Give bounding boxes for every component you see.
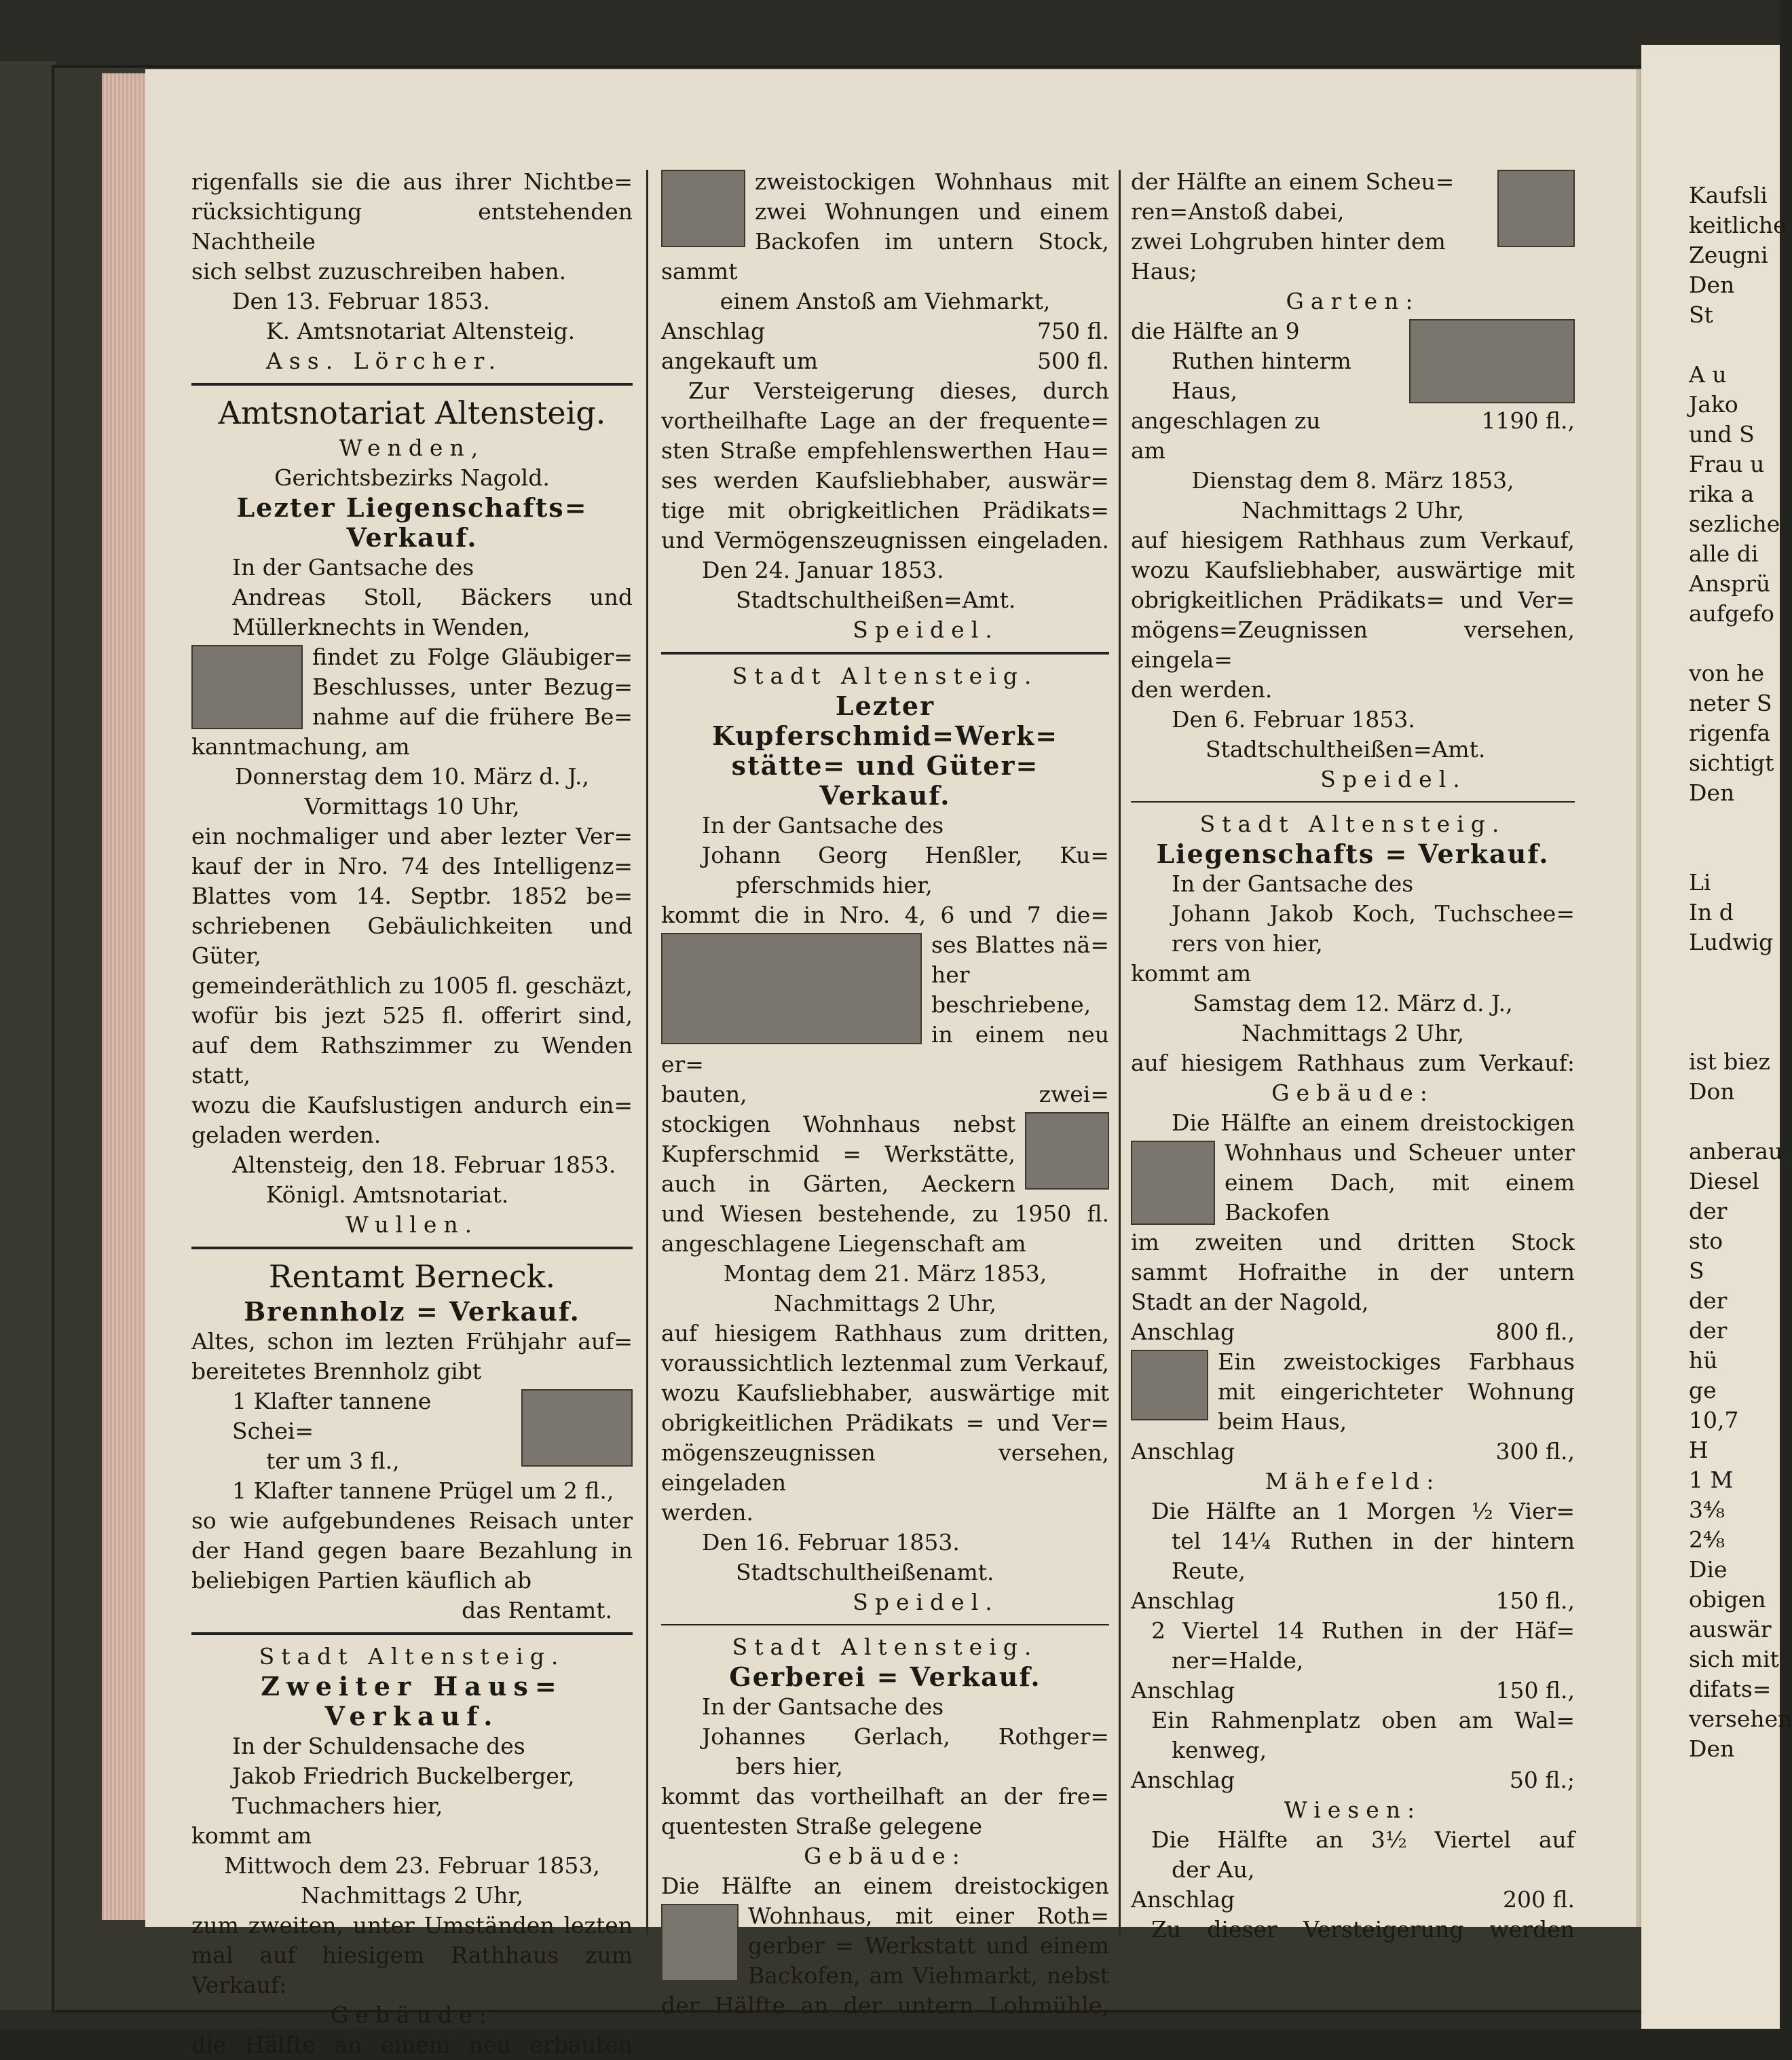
text-line: rers von hier,: [1172, 930, 1323, 957]
text-line: sich selbst zuzuschreiben haben.: [191, 258, 567, 284]
text-line: mal auf hiesigem Rathhaus zum Verkauf:: [191, 1942, 633, 1998]
text-line: ses Blattes nä=: [931, 932, 1109, 958]
text-line: werden.: [661, 1499, 753, 1526]
text-line: stockigen Wohnhaus nebst: [661, 1111, 1015, 1137]
text-line: 2 Viertel 14 Ruthen in der Häf=: [1151, 1617, 1575, 1644]
item-line: 1 Klafter tannene Prügel um 2 fl.,: [232, 1477, 614, 1504]
text-line: auch in Gärten, Aeckern: [661, 1171, 1015, 1197]
text-line: Stadt an der Nagold,: [1131, 1289, 1369, 1315]
facing-page-line: sto: [1689, 1228, 1723, 1254]
garden-woodcut-image: [1409, 319, 1575, 403]
notice-signature: Speidel.: [853, 617, 999, 643]
facing-page-line: sezliche: [1689, 511, 1780, 537]
text-line: beliebigen Partien käuflich ab: [191, 1567, 532, 1594]
price-row: [1131, 1437, 1575, 1467]
price-label: Anschlag: [1131, 1767, 1235, 1793]
text-line: kanntmachung, am: [191, 733, 410, 760]
text-line: In der Schuldensache des: [232, 1733, 525, 1759]
text-line: kommt das vortheilhaft an der fre=: [661, 1783, 1109, 1809]
text-line: Die Hälfte an einem dreistockigen: [661, 1873, 1109, 1899]
text-line: In der Gantsache des: [702, 1693, 944, 1720]
section-heading: Mähefeld:: [1265, 1468, 1441, 1494]
facing-page-line: Li: [1689, 869, 1711, 896]
text-line: voraussichtlich leztenmal zum Verkauf,: [661, 1350, 1109, 1376]
notice-divider: [661, 652, 1109, 655]
text-line: Ruthen hinterm: [1172, 348, 1351, 374]
text-line: die Hälfte an einem neu erbauten: [191, 2031, 633, 2058]
price-value: 150 fl.,: [1495, 1587, 1575, 1614]
section-heading: Gebäude:: [804, 1843, 967, 1869]
text-line: Wohnhaus, mit einer Roth=: [748, 1902, 1109, 1929]
text-line: Backofen, am Viehmarkt, nebst: [748, 1962, 1109, 1989]
facing-page-line: 10,7: [1689, 1407, 1739, 1433]
facing-page-line: Ludwig: [1689, 929, 1774, 955]
facing-page-line: alle di: [1689, 540, 1759, 567]
text-line: bers hier,: [736, 1753, 843, 1780]
facing-page-line: Jako: [1689, 391, 1738, 418]
text-line: angeschlagene Liegenschaft am: [661, 1230, 1026, 1257]
price-value: 750 fl.: [1037, 318, 1109, 344]
text-line: der Hälfte an einem Scheu=: [1131, 168, 1455, 195]
auction-time: Nachmittags 2 Uhr,: [1241, 497, 1465, 523]
house-woodcut-image: [661, 170, 745, 247]
text-line: nahme auf die frühere Be=: [312, 703, 633, 730]
text-line: zweistockigen Wohnhaus mit: [755, 168, 1109, 195]
notice-divider: [191, 1247, 633, 1249]
notice-signature: Speidel.: [853, 1589, 999, 1615]
notice-title: Brennholz = Verkauf.: [244, 1296, 580, 1327]
text-line: Andreas Stoll, Bäckers und: [232, 584, 633, 610]
notice-date: Den 16. Februar 1853.: [702, 1529, 960, 1556]
auction-date: Samstag dem 12. März d. J.,: [1193, 990, 1513, 1016]
notice-heading: Stadt Altensteig.: [1199, 811, 1506, 837]
text-line: kommt am: [191, 1822, 312, 1849]
text-line: ner=Halde,: [1172, 1647, 1304, 1674]
auction-date: Donnerstag dem 10. März d. J.,: [235, 763, 589, 790]
text-line: sammt Hofraithe in der untern: [1131, 1259, 1575, 1285]
text-line: auf hiesigem Rathhaus zum Verkauf,: [1131, 527, 1575, 553]
facing-page-line: Kaufsli: [1689, 182, 1768, 208]
price-value: 300 fl.,: [1495, 1438, 1575, 1465]
text-line: sten Straße empfehlenswerthen Hau=: [661, 437, 1109, 464]
section-heading: Wiesen:: [1284, 1797, 1422, 1823]
price-row: [661, 346, 1109, 376]
text-line: Die Hälfte an 3½ Viertel auf: [1151, 1826, 1575, 1853]
text-line: ses werden Kaufsliebhaber, auswär=: [661, 467, 1109, 494]
notice-divider: [661, 1624, 1109, 1625]
column-2: [661, 167, 1109, 2021]
notice-divider: [1131, 801, 1575, 803]
text-line: quentesten Straße gelegene: [661, 1813, 982, 1839]
text-line: kenweg,: [1172, 1737, 1267, 1763]
price-row: [1131, 1765, 1575, 1795]
notice-signature: Stadtschultheißenamt.: [736, 1559, 994, 1585]
price-label: Anschlag: [1131, 1319, 1235, 1345]
text-line: beim Haus,: [1218, 1408, 1347, 1435]
text-line: der Au,: [1172, 1856, 1255, 1883]
text-line: auf dem Rathszimmer zu Wenden statt,: [191, 1032, 633, 1088]
notice-date: Altensteig, den 18. Februar 1853.: [232, 1152, 616, 1178]
facing-page-line: hü: [1689, 1347, 1718, 1374]
text-line: ren=Anstoß dabei,: [1131, 198, 1345, 225]
text-line: Johann Georg Henßler, Ku=: [702, 842, 1109, 868]
facing-page-line: A u: [1689, 361, 1727, 388]
text-line: ein nochmaliger und aber lezter Ver=: [191, 823, 633, 849]
text-line: mit eingerichteter Wohnung: [1218, 1378, 1575, 1405]
house-woodcut-image: [661, 1904, 739, 1981]
notice-signature: Ass. Lörcher.: [266, 348, 503, 374]
text-line: obrigkeitlichen Prädikats = und Ver=: [661, 1410, 1109, 1436]
price-value: 800 fl.,: [1495, 1319, 1575, 1345]
facing-page-line: von he: [1689, 660, 1765, 686]
notice-heading: Rentamt Berneck.: [268, 1258, 556, 1295]
text-line: einem Dach, mit einem Backofen: [1225, 1169, 1575, 1226]
notice-title: Liegenschafts = Verkauf.: [1156, 839, 1550, 869]
text-line: wozu Kaufsliebhaber, auswärtige mit: [661, 1380, 1109, 1406]
price-label: Anschlag: [1131, 1587, 1235, 1614]
notice-signature: Wullen.: [345, 1211, 479, 1238]
text-line: Ein zweistockiges Farbhaus: [1218, 1348, 1575, 1375]
dyehouse-woodcut-image: [1131, 1350, 1208, 1420]
price-value: 50 fl.;: [1509, 1767, 1575, 1793]
text-line: der Hälfte an der untern Lohmühle,: [661, 1992, 1109, 2019]
facing-page-line: [1689, 957, 1780, 987]
facing-page-line: rika a: [1689, 481, 1755, 507]
text-line: Beschlusses, unter Bezug=: [312, 674, 633, 700]
text-line: wofür bis jezt 525 fl. offerirt sind,: [191, 1002, 633, 1029]
text-line: kauf der in Nro. 74 des Intelligenz=: [191, 853, 633, 879]
facing-page-line: keitliche: [1689, 212, 1787, 238]
price-row: [1131, 1317, 1575, 1347]
text-line: Backofen im untern Stock, sammt: [661, 228, 1109, 284]
text-line: Reute,: [1172, 1558, 1246, 1584]
notice-signature: Speidel.: [1320, 766, 1467, 792]
text-line: zwei Wohnungen und einem: [755, 198, 1109, 225]
text-line: wozu die Kaufslustigen andurch ein=: [191, 1092, 633, 1118]
text-line: den werden.: [1131, 676, 1273, 703]
notice-title: Verkauf.: [819, 780, 951, 811]
notice-signature: Königl. Amtsnotariat.: [266, 1181, 509, 1208]
kettle-woodcut-image: [1025, 1112, 1109, 1190]
price-value: 500 fl.: [1037, 348, 1109, 374]
text-line: Ein Rahmenplatz oben am Wal=: [1151, 1707, 1575, 1733]
text-line: Die Hälfte an einem dreistockigen: [1172, 1109, 1575, 1136]
barn-woodcut-image: [1497, 170, 1575, 247]
text-line: zwei Lohgruben hinter dem: [1131, 228, 1446, 255]
text-line: findet zu Folge Gläubiger=: [312, 644, 633, 670]
facing-page-line: [1689, 629, 1780, 659]
facing-page-line: S: [1689, 1257, 1704, 1284]
facing-page-line: versehen: [1689, 1706, 1792, 1732]
price-row: [661, 316, 1109, 346]
facing-page-line: Frau u: [1689, 451, 1765, 477]
notice-heading: Stadt Altensteig.: [732, 1634, 1039, 1660]
notice-divider: [191, 383, 633, 386]
column-rule: [646, 170, 648, 1935]
text-line: Jakob Friedrich Buckelberger,: [232, 1763, 575, 1789]
text-line: rigenfalls sie die aus ihrer Nichtbe=: [191, 168, 633, 195]
text-line: In der Gantsache des: [1172, 870, 1414, 897]
text-line: so wie aufgebundenes Reisach unter: [191, 1507, 633, 1534]
notice-heading: Amtsnotariat Altensteig.: [218, 394, 606, 431]
workshop-woodcut-image: [661, 933, 922, 1044]
price-label: angeschlagen zu: [1131, 407, 1321, 434]
text-line: Müllerknechts in Wenden,: [232, 614, 531, 640]
text-line: auf hiesigem Rathhaus zum Verkauf:: [1131, 1050, 1575, 1076]
facing-page-line: Die: [1689, 1556, 1728, 1583]
text-line: Johannes Gerlach, Rothger=: [702, 1723, 1109, 1750]
notice-signature: Stadtschultheißen=Amt.: [736, 587, 1016, 613]
facing-page-line: [1689, 838, 1780, 868]
price-row: [1131, 1885, 1575, 1915]
text-line: zum zweiten, unter Umständen lezten: [191, 1912, 633, 1938]
notice-title: Lezter Liegenschafts=: [236, 492, 588, 523]
facing-page-line: anberau: [1689, 1138, 1783, 1164]
facing-page-line: H: [1689, 1437, 1709, 1463]
facing-page-line: obigen: [1689, 1586, 1766, 1613]
text-line: geladen werden.: [191, 1122, 381, 1148]
text-line: In der Gantsache des: [702, 812, 944, 839]
text-line: vortheilhafte Lage an der frequente=: [661, 407, 1109, 434]
auction-date: Mittwoch dem 23. Februar 1853,: [224, 1852, 600, 1879]
notice-title: Lezter Kupferschmid=Werk=: [711, 691, 1059, 751]
notice-title: Verkauf.: [346, 522, 478, 553]
book-spine: [0, 61, 56, 2010]
text-line: und Wiesen bestehende, zu 1950 fl.: [661, 1200, 1109, 1227]
text-line: einem Anstoß am Viehmarkt,: [720, 288, 1051, 314]
text-line: die Hälfte an 9: [1131, 318, 1300, 344]
facing-page-line: sichtigt: [1689, 750, 1774, 776]
notice-date: Den 24. Januar 1853.: [702, 557, 944, 583]
facing-page-line: sich mit: [1689, 1646, 1779, 1672]
auction-time: Nachmittags 2 Uhr,: [300, 1882, 524, 1909]
facing-page-line: [1689, 330, 1780, 360]
column-rule: [1119, 170, 1121, 1935]
facing-page-line: Den: [1689, 1735, 1735, 1762]
notice-divider: [191, 1632, 633, 1635]
text-line: In der Gantsache des: [232, 554, 474, 581]
facing-page-line: In d: [1689, 899, 1734, 925]
text-line: und Vermögenszeugnissen eingeladen.: [661, 527, 1109, 553]
text-line: bereitetes Brennholz gibt: [191, 1358, 482, 1384]
facing-page-column: [1689, 181, 1792, 1764]
facing-page-line: der: [1689, 1287, 1728, 1314]
text-line: mögens=Zeugnissen versehen, eingela=: [1131, 617, 1575, 673]
text-line: in einem neu er=: [661, 1021, 1109, 1078]
price-value: 1190 fl.,: [1481, 407, 1575, 434]
text-line: am: [1131, 437, 1165, 464]
notice-title: Zweiter Haus=: [261, 1671, 563, 1702]
facing-page-line: Don: [1689, 1078, 1735, 1105]
text-line: tige mit obrigkeitlichen Prädikats=: [661, 497, 1109, 523]
price-label: Anschlag: [1131, 1677, 1235, 1704]
facing-page-line: und S: [1689, 421, 1755, 447]
text-line: tel 14¼ Ruthen in der hintern: [1172, 1528, 1575, 1554]
facing-page-line: rigenfa: [1689, 720, 1771, 746]
price-label: Anschlag: [661, 318, 766, 344]
text-line: Haus;: [1131, 258, 1197, 284]
facing-page-line: neter S: [1689, 690, 1772, 716]
text-line: gerber = Werkstatt und einem: [748, 1932, 1109, 1959]
notice-signature: das Rentamt.: [462, 1597, 612, 1623]
section-heading: Gebäude:: [1271, 1080, 1434, 1106]
notice-title: Verkauf.: [324, 1701, 500, 1731]
text-line: gemeinderäthlich zu 1005 fl. geschäzt,: [191, 972, 633, 999]
facing-page-line: difats=: [1689, 1676, 1772, 1702]
section-heading: Gebäude:: [331, 2002, 493, 2028]
text-line: Zur Versteigerung dieses, durch: [688, 378, 1109, 404]
facing-page-line: 3⁴⁄₈: [1689, 1496, 1725, 1523]
price-row: [1131, 1586, 1575, 1616]
notice-date: Den 6. Februar 1853.: [1172, 706, 1415, 733]
facing-page-line: [1689, 1107, 1780, 1137]
text-line: Johann Jakob Koch, Tuchschee=: [1172, 900, 1575, 927]
facing-page-line: 2⁴⁄₈: [1689, 1526, 1725, 1553]
text-line: Blattes vom 14. Septbr. 1852 be=: [191, 883, 633, 909]
text-line: Die Hälfte an 1 Morgen ½ Vier=: [1151, 1498, 1575, 1524]
price-label: Anschlag: [1131, 1886, 1235, 1913]
facing-page-line: aufgefo: [1689, 600, 1774, 627]
facing-page-line: der: [1689, 1198, 1728, 1224]
text-line: der Hand gegen baare Bezahlung in: [191, 1537, 633, 1564]
price-value: 150 fl.,: [1495, 1677, 1575, 1704]
item-line: 1 Klafter tannene Schei=: [232, 1388, 432, 1444]
notice-signature: Stadtschultheißen=Amt.: [1206, 736, 1486, 762]
facing-page-line: 1 M: [1689, 1467, 1734, 1493]
price-label: angekauft um: [661, 348, 819, 374]
auction-date: Dienstag dem 8. März 1853,: [1191, 467, 1514, 494]
notice-heading: Stadt Altensteig.: [259, 1643, 565, 1670]
notice-signature: K. Amtsnotariat Altensteig.: [266, 318, 576, 344]
section-heading: Garten:: [1286, 288, 1420, 314]
text-line: Haus,: [1172, 378, 1238, 404]
text-line: im zweiten und dritten Stock: [1131, 1229, 1575, 1255]
text-line: bauten, zwei=: [661, 1081, 1109, 1107]
house-woodcut-image: [1131, 1141, 1215, 1225]
facing-page-line: Den: [1689, 272, 1735, 298]
facing-page-line: ist biez: [1689, 1048, 1770, 1075]
text-line: obrigkeitlichen Prädikats= und Ver=: [1131, 587, 1575, 613]
notice-title: stätte= und Güter=: [731, 750, 1039, 781]
text-line: rücksichtigung entstehenden Nachtheile: [191, 198, 633, 255]
facing-page-line: ge: [1689, 1377, 1717, 1403]
auction-time: Nachmittags 2 Uhr,: [773, 1290, 997, 1317]
text-line: Zu dieser Versteigerung werden: [1151, 1916, 1575, 1943]
facing-page-line: St: [1689, 301, 1713, 328]
facing-page-line: Den: [1689, 779, 1735, 806]
notice-date: Den 13. Februar 1853.: [232, 288, 490, 314]
text-line: schriebenen Gebäulichkeiten und Güter,: [191, 913, 633, 969]
woodcutter-woodcut-image: [521, 1389, 633, 1467]
text-line: kommt die in Nro. 4, 6 und 7 die=: [661, 902, 1109, 928]
text-line: pferschmids hier,: [736, 872, 933, 898]
place-line: Wenden,: [339, 435, 485, 461]
price-row: [1131, 1676, 1575, 1706]
text-line: Tuchmachers hier,: [232, 1792, 443, 1819]
facing-page-line: der: [1689, 1317, 1728, 1344]
auction-date: Montag dem 21. März 1853,: [723, 1260, 1047, 1287]
text-line: wozu Kaufsliebhaber, auswärtige mit: [1131, 557, 1575, 583]
facing-page-line: Ansprü: [1689, 570, 1771, 597]
text-line: Wohnhaus und Scheuer unter: [1225, 1139, 1575, 1166]
notice-title: Gerberei = Verkauf.: [729, 1661, 1041, 1692]
column-1: [191, 167, 633, 2060]
facing-page-line: [1689, 808, 1780, 838]
facing-page-line: Diesel: [1689, 1168, 1759, 1194]
district-line: Gerichtsbezirks Nagold.: [274, 464, 550, 491]
item-line: ter um 3 fl.,: [266, 1448, 400, 1474]
auction-time: Nachmittags 2 Uhr,: [1241, 1020, 1465, 1046]
facing-page-line: [1689, 1017, 1780, 1047]
text-line: Altes, schon im lezten Frühjahr auf=: [191, 1328, 633, 1355]
column-3: [1131, 167, 1575, 1945]
price-row: [1131, 406, 1575, 436]
house-woodcut-image: [191, 645, 303, 729]
text-line: auf hiesigem Rathhaus zum dritten,: [661, 1320, 1109, 1346]
text-line: mögenszeugnissen versehen, eingeladen: [661, 1439, 1109, 1496]
facing-page-line: [1689, 987, 1780, 1017]
notice-heading: Stadt Altensteig.: [732, 663, 1039, 689]
price-value: 200 fl.: [1503, 1886, 1575, 1913]
text-line: her beschriebene,: [931, 961, 1091, 1018]
facing-page-line: Zeugni: [1689, 242, 1768, 268]
price-label: Anschlag: [1131, 1438, 1235, 1465]
text-line: Kupferschmid = Werkstätte,: [661, 1141, 1015, 1167]
text-line: kommt am: [1131, 960, 1252, 987]
auction-time: Vormittags 10 Uhr,: [304, 793, 520, 820]
facing-page-line: auswär: [1689, 1616, 1772, 1642]
